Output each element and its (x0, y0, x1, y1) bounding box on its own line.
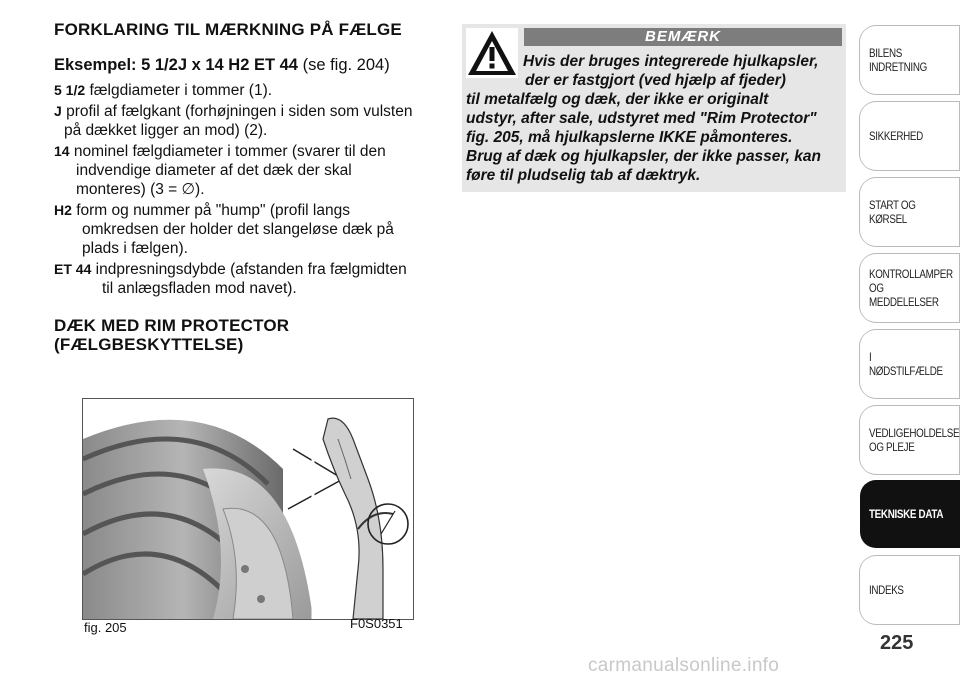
note-line: Brug af dæk og hjulkapsler, der ikke passer, kan (466, 148, 821, 165)
tab-label: START OG KØRSEL (869, 198, 916, 226)
definition-key: 5 1/2 (54, 82, 86, 98)
example-ref: (se fig. 204) (297, 56, 390, 74)
definition-key: ET 44 (54, 261, 92, 277)
subheading-line: (FÆLGBESKYTTELSE) (54, 335, 244, 354)
tab-sikkerhed[interactable] (860, 102, 960, 170)
definition-item (54, 142, 444, 199)
definition-item (54, 102, 444, 140)
definition-key: 14 (54, 143, 70, 159)
definition-item (54, 260, 444, 298)
definition-cont: til anlægsfladen mod navet). (102, 280, 297, 297)
tab-label: INDEKS (869, 583, 904, 597)
definition-key: J (54, 103, 62, 119)
note-line: Hvis der bruges integrerede hjulkapsler, (523, 53, 819, 70)
definition-key: H2 (54, 202, 72, 218)
definition-text: indpresningsdybde (afstanden fra fælgmidten (91, 261, 407, 278)
definition-item (54, 81, 444, 100)
tab-label: VEDLIGEHOLDELSE OG PLEJE (869, 426, 960, 454)
tab-label: KONTROLLAMPER OG MEDDELELSER (869, 267, 953, 309)
note-line: udstyr, after sale, udstyret med "Rim Protector" (466, 110, 817, 127)
subheading (54, 316, 289, 354)
tab-label: TEKNISKE DATA (869, 507, 944, 521)
definition-item (54, 201, 444, 258)
definition-cont: på dækket ligger an mod) (2). (64, 122, 268, 139)
definition-text: profil af fælgkant (forhøjningen i siden som vulsten (61, 103, 413, 120)
note-body (466, 90, 821, 185)
note-line: fig. 205, må hjulkapslerne IKKE påmonteres. (466, 129, 793, 146)
note-indented (523, 52, 818, 90)
definition-text: fælgdiameter i tommer (1). (85, 82, 273, 99)
note-title: BEMÆRK (524, 28, 842, 46)
note-line: føre til pludselig tab af dæktryk. (466, 167, 701, 184)
figure-caption: fig. 205 (84, 620, 127, 635)
note-line: der er fastgjort (ved hjælp af fjeder) (525, 72, 786, 89)
section-heading: FORKLARING TIL MÆRKNING PÅ FÆLGE (54, 20, 402, 39)
tab-tekniske-data[interactable] (860, 480, 960, 548)
warning-triangle-icon (466, 28, 518, 78)
tire-illustration (83, 399, 413, 619)
example-line (54, 56, 390, 75)
note-line: til metalfælg og dæk, der ikke er originalt (466, 91, 769, 108)
tab-start-og-korsel[interactable] (860, 178, 960, 246)
tab-bilens-indretning[interactable] (860, 26, 960, 94)
figure-code: F0S0351 (350, 616, 403, 631)
tab-label: I NØDSTILFÆLDE (869, 350, 943, 378)
definition-cont: omkredsen der holder det slangeløse dæk på plads i fælgen). (82, 221, 394, 257)
tab-label: SIKKERHED (869, 129, 923, 143)
definition-text: form og nummer på "hump" (profil langs (71, 202, 350, 219)
tab-kontrollamper[interactable] (860, 254, 960, 322)
figure-tire-rim-protector (82, 398, 414, 620)
definition-text: nominel fælgdiameter i tommer (svarer til den (69, 143, 386, 160)
tab-indeks[interactable] (860, 556, 960, 624)
tab-vedligeholdelse[interactable] (860, 406, 960, 474)
example-label: Eksempel: 5 1/2J x 14 H2 ET 44 (54, 56, 298, 74)
subheading-line: DÆK MED RIM PROTECTOR (54, 316, 290, 335)
page-number: 225 (880, 632, 914, 654)
tab-i-nodstilfaelde[interactable] (860, 330, 960, 398)
warning-icon-container (466, 28, 518, 78)
definition-list (54, 81, 444, 298)
watermark: carmanualsonline.info (588, 655, 780, 676)
tab-label: BILENS INDRETNING (869, 46, 927, 74)
definition-cont: indvendige diameter af det dæk der skal monteres) (3 = ∅). (76, 162, 352, 198)
